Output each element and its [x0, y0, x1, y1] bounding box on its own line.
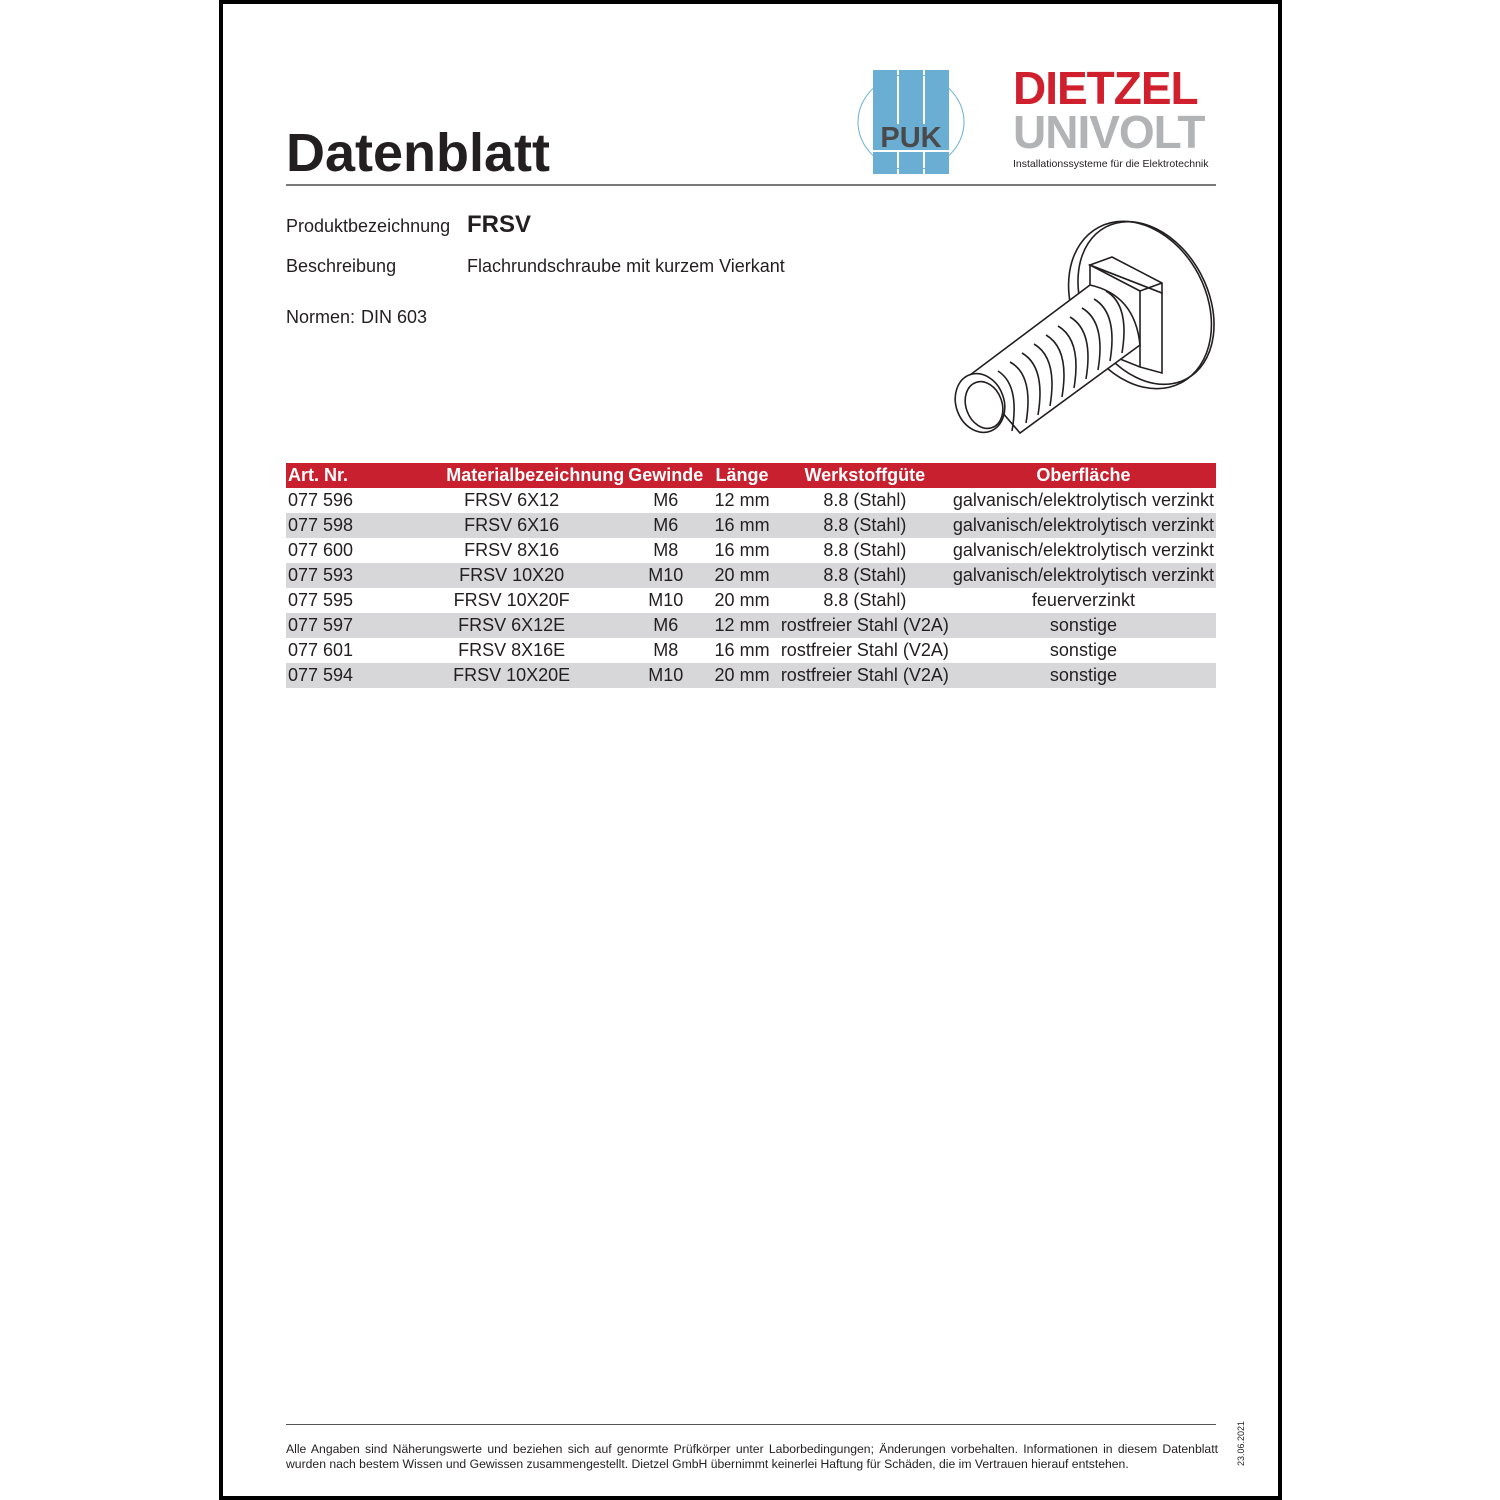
footer-divider: [286, 1424, 1216, 1425]
cell-oberflaeche: galvanisch/elektrolytisch verzinkt: [952, 490, 1214, 510]
description-label: Beschreibung: [286, 256, 397, 276]
table-row: [286, 513, 1216, 538]
cell-werkstoff: rostfreier Stahl (V2A): [780, 640, 949, 660]
footer-disclaimer: Alle Angaben sind Näherungswerte und beziehen sich auf genormte Prüfkörper unter Laborbedingungen; Änderungen vorbehalten. Informationen in diesem Datenblatt wurden nach bestem Wissen und Gewissen zusammengestellt. Dietzel GmbH übernimmt keinerlei Haftung für Schäden, die im Vertrauen hierauf entstehen.: [286, 1442, 1218, 1471]
product-name-value: FRSV: [467, 211, 532, 238]
cell-art-nr: 077 601: [288, 640, 354, 660]
product-spec-table: [286, 463, 1216, 688]
table-row: [286, 563, 1216, 588]
cell-werkstoff: 8.8 (Stahl): [823, 490, 907, 510]
dietzel-univolt-logo: [1013, 62, 1217, 170]
logo-dietzel-text: DIETZEL: [1013, 62, 1198, 114]
cell-gewinde: M8: [653, 640, 679, 660]
norms-value: DIN 603: [361, 307, 428, 327]
cell-gewinde: M10: [648, 590, 684, 610]
logo-tagline: Installationssysteme für die Elektrotechnik: [1013, 158, 1209, 170]
cell-gewinde: M6: [626, 613, 705, 638]
cell-werkstoff: 8.8 (Stahl): [823, 540, 907, 560]
cell-oberflaeche: sonstige: [951, 613, 1216, 638]
cell-oberflaeche: sonstige: [1049, 640, 1117, 660]
description-value: Flachrundschraube mit kurzem Vierkant: [467, 256, 785, 276]
page-title: Datenblatt: [286, 123, 551, 183]
table-row: [286, 488, 1216, 513]
cell-material: FRSV 10X20E: [397, 663, 626, 688]
cell-gewinde: M8: [653, 540, 679, 560]
cell-material: FRSV 10X20F: [453, 590, 570, 610]
cell-werkstoff: rostfreier Stahl (V2A): [779, 613, 951, 638]
cell-material: FRSV 6X12: [464, 490, 560, 510]
cell-laenge: 16 mm: [705, 513, 779, 538]
cell-material: FRSV 6X16: [397, 513, 626, 538]
table-row: [286, 638, 1216, 663]
cell-art-nr: 077 597: [286, 613, 397, 638]
cell-art-nr: 077 598: [286, 513, 397, 538]
cell-material: FRSV 8X16: [464, 540, 560, 560]
document-date: 23.06.2021: [1236, 1420, 1246, 1466]
table-row: [286, 613, 1216, 638]
cell-werkstoff: 8.8 (Stahl): [779, 563, 951, 588]
screw-illustration-icon: [940, 205, 1220, 440]
column-header-laenge: Länge: [705, 463, 779, 488]
cell-oberflaeche: feuerverzinkt: [1031, 590, 1135, 610]
column-header-art-nr: Art. Nr.: [286, 463, 397, 488]
column-header-werkstoffguete: Werkstoffgüte: [779, 463, 951, 488]
cell-gewinde: M6: [626, 513, 705, 538]
cell-material: FRSV 10X20: [397, 563, 626, 588]
cell-werkstoff: 8.8 (Stahl): [779, 513, 951, 538]
cell-laenge: 20 mm: [705, 563, 779, 588]
svg-text:PUK: PUK: [880, 122, 942, 154]
norms-line: [286, 307, 433, 328]
cell-material: FRSV 6X12E: [397, 613, 626, 638]
cell-art-nr: 077 596: [288, 490, 354, 510]
column-header-oberflaeche: Oberfläche: [951, 463, 1216, 488]
table-row: [286, 538, 1216, 563]
table-header-row: [286, 463, 1216, 488]
cell-gewinde: M6: [653, 490, 679, 510]
norms-label: Normen:: [286, 307, 356, 327]
table-row: [286, 663, 1216, 688]
cell-laenge: 20 mm: [714, 590, 770, 610]
puk-logo-icon: [856, 68, 966, 176]
cell-laenge: 20 mm: [705, 663, 779, 688]
column-header-gewinde: Gewinde: [626, 463, 705, 488]
cell-werkstoff: rostfreier Stahl (V2A): [779, 663, 951, 688]
cell-laenge: 12 mm: [714, 490, 770, 510]
cell-gewinde: M10: [626, 663, 705, 688]
cell-laenge: 16 mm: [714, 640, 770, 660]
cell-oberflaeche: galvanisch/elektrolytisch verzinkt: [951, 563, 1216, 588]
product-name-label: Produktbezeichnung: [286, 216, 451, 236]
logo-univolt-text: UNIVOLT: [1013, 106, 1205, 158]
cell-art-nr: 077 595: [288, 590, 354, 610]
table-row: [286, 588, 1216, 613]
cell-werkstoff: 8.8 (Stahl): [823, 590, 907, 610]
column-header-materialbezeichnung: Materialbezeichnung: [397, 463, 626, 488]
cell-art-nr: 077 600: [288, 540, 354, 560]
header-divider: [286, 184, 1216, 186]
cell-gewinde: M10: [626, 563, 705, 588]
cell-art-nr: 077 594: [286, 663, 397, 688]
cell-art-nr: 077 593: [286, 563, 397, 588]
cell-laenge: 12 mm: [705, 613, 779, 638]
cell-material: FRSV 8X16E: [458, 640, 566, 660]
cell-laenge: 16 mm: [714, 540, 770, 560]
cell-oberflaeche: galvanisch/elektrolytisch verzinkt: [951, 513, 1216, 538]
cell-oberflaeche: galvanisch/elektrolytisch verzinkt: [952, 540, 1214, 560]
cell-oberflaeche: sonstige: [951, 663, 1216, 688]
